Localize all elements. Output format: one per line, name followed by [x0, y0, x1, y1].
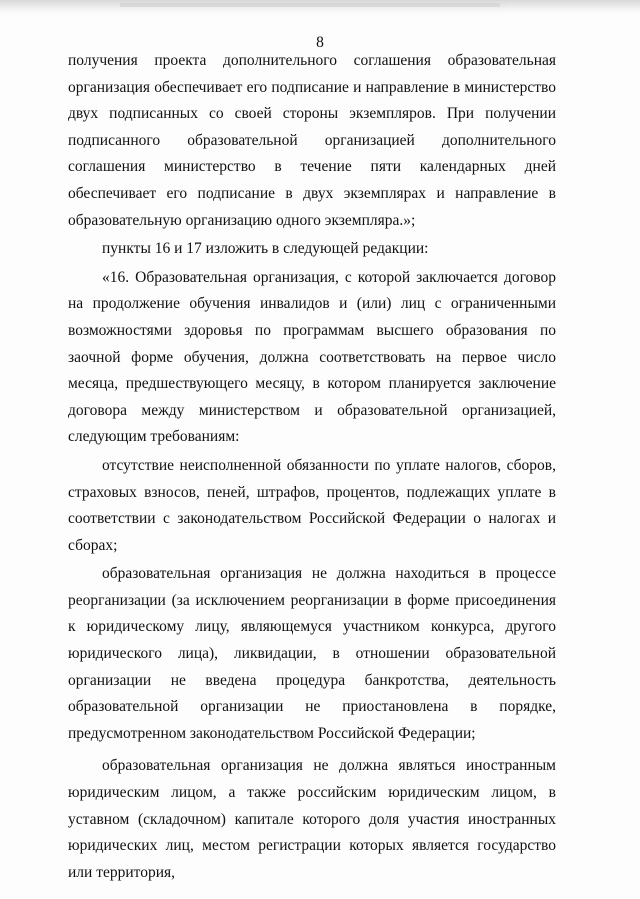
- document-body: [68, 48, 556, 886]
- paragraph-requirement-foreign-entity: образовательная организация не должна являться иностранным юридическим лицом, а также российским юридическим лицом, в уставном (складочном) капитале которого доля участия иностранных юридических лиц, местом регистрации которых является государство или территория,: [68, 757, 556, 881]
- paragraph-requirement-reorganization: образовательная организация не должна находиться в процессе реорганизации (за исключением реорганизации в форме присоединения к юридическому лицу, являющемуся участником конкурса, другого юридического лица), ликвидации, в отношении образовательной организации не введена процедура банкротства, деятельность образовательной организации не приостановлена в порядке, предусмотренном законодательством Российской Федерации;: [68, 565, 556, 742]
- paragraph-continuation: получения проекта дополнительного соглашения образовательная организация обеспечивает его подписание и направление в министерство двух подписанных со своей стороны экземпляров. При получении подписанного образовательной организацией дополнительного соглашения министерство в течение пяти календарных дней обеспечивает его подписание в двух экземплярах и направление в образовательную организацию одного экземпляра.»;: [68, 52, 556, 229]
- paragraph-requirement-taxes: отсутствие неисполненной обязанности по уплате налогов, сборов, страховых взносов, пеней, штрафов, процентов, подлежащих уплате в соответствии с законодательством Российской Федерации о налогах и сборах;: [68, 456, 556, 554]
- paragraph-clause-16: «16. Образовательная организация, с которой заключается договор на продолжение обучения инвалидов и (или) лиц с ограниченными возможностями здоровья по программам высшего образования по заочной форме обучения, должна соответствовать на первое число месяца, предшествующего месяцу, в котором планируется заключение договора между министерством и образовательной организацией, следующим требованиям:: [68, 268, 556, 446]
- page-number: 8: [316, 34, 324, 51]
- paragraph-amendment-instruction: пункты 16 и 17 изложить в следующей редакции:: [102, 240, 429, 258]
- scan-edge-artifact: [0, 0, 640, 14]
